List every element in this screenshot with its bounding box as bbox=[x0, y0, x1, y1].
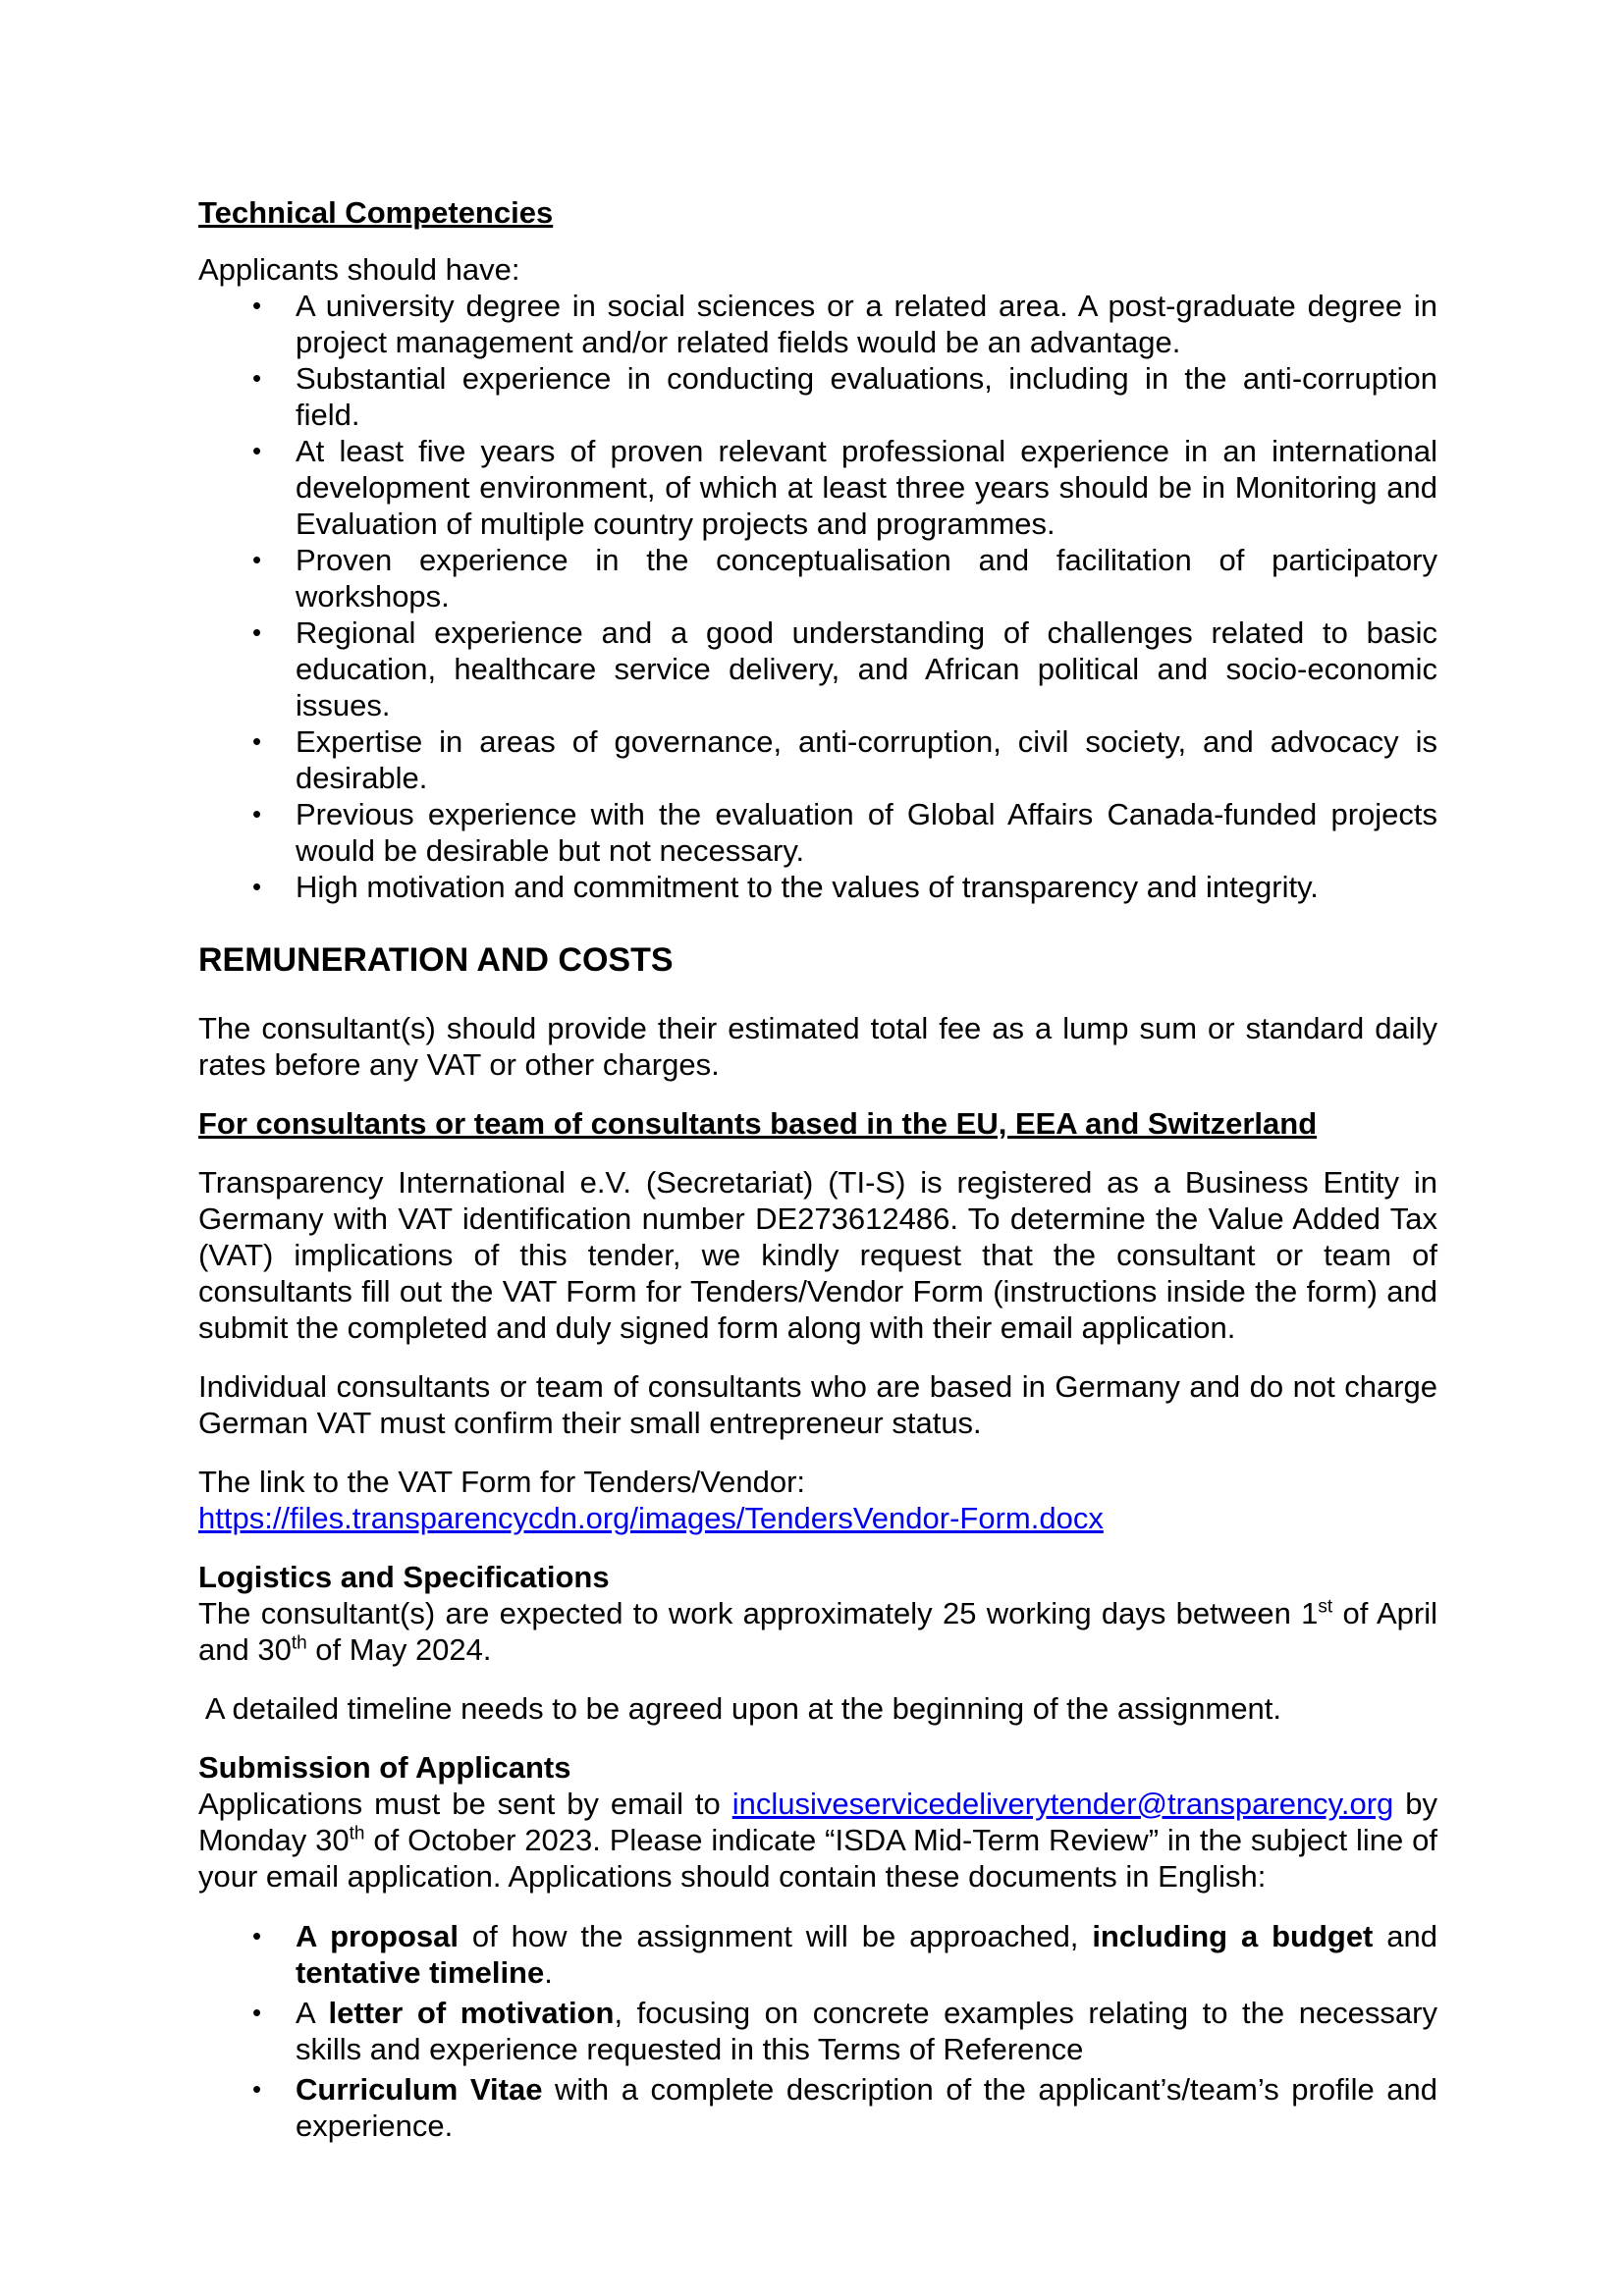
bullet-icon: • bbox=[252, 799, 262, 828]
eu-heading: For consultants or team of consultants based in the EU, EEA and Switzerland bbox=[198, 1106, 1318, 1141]
list-item: • Substantial experience in conducting evaluations, including in the anti-corruption field. bbox=[252, 361, 1437, 432]
page-content bbox=[198, 194, 1437, 2144]
bullet-icon: • bbox=[252, 291, 262, 320]
remuneration-heading: REMUNERATION AND COSTS bbox=[198, 941, 674, 979]
list-item: • Previous experience with the evaluation of Global Affairs Canada-funded projects would be desirable but not necessary. bbox=[252, 797, 1437, 868]
submission-list bbox=[198, 1918, 1437, 2144]
list-item: • A proposal of how the assignment will be approached, including a budget and tentative timeline. bbox=[252, 1919, 1437, 1990]
bullet-icon: • bbox=[252, 436, 262, 465]
bullet-icon: • bbox=[252, 363, 262, 393]
logistics-section bbox=[198, 1559, 1437, 1668]
submission-email-link[interactable]: inclusiveservicedeliverytender@transparency.org bbox=[731, 1787, 1394, 1821]
vat-form-label: The link to the VAT Form for Tenders/Vendor: bbox=[198, 1465, 806, 1499]
list-item: • High motivation and commitment to the values of transparency and integrity. bbox=[252, 870, 1319, 904]
submission-paragraph: Applications must be sent by email to inclusiveservicedeliverytender@transparency.org by Monday 30th of October 2023. Please indicate “ISDA Mid-Term Review” in the subject line of your email application. Applications should contain these documents in English: bbox=[198, 1787, 1437, 1894]
timeline-note: A detailed timeline needs to be agreed upon at the beginning of the assignment. bbox=[198, 1691, 1282, 1726]
list-item: • Curriculum Vitae with a complete description of the applicant’s/team’s profile and experience. bbox=[252, 2072, 1437, 2143]
technical-list bbox=[198, 288, 1437, 905]
bullet-icon: • bbox=[252, 617, 262, 647]
submission-heading: Submission of Applicants bbox=[198, 1750, 571, 1785]
list-item: • A university degree in social sciences or a related area. A post-graduate degree in project management and/or related fields would be an advantage. bbox=[252, 289, 1437, 359]
submission-section bbox=[198, 1749, 1437, 1895]
list-item: • A letter of motivation, focusing on concrete examples relating to the necessary skills and experience requested in this Terms of Reference bbox=[252, 1996, 1437, 2066]
bullet-icon: • bbox=[252, 726, 262, 756]
small-entrepreneur-paragraph: Individual consultants or team of consultants who are based in Germany and do not charge German VAT must confirm their small entrepreneur status. bbox=[198, 1369, 1437, 1440]
vat-paragraph: Transparency International e.V. (Secretariat) (TI-S) is registered as a Business Entity in Germany with VAT identification number DE273612486. To determine the Value Added Tax (VAT) implications of this tender, we kindly request that the consultant or team of consultants fill out the VAT Form for Tenders/Vendor Form (instructions inside the form) and submit the completed and duly signed form along with their email application. bbox=[198, 1165, 1437, 1345]
list-item: • At least five years of proven relevant professional experience in an international development environment, of which at least three years should be in Monitoring and Evaluation of multiple country projects and programmes. bbox=[252, 434, 1437, 541]
bullet-icon: • bbox=[252, 872, 262, 901]
list-item: • Expertise in areas of governance, anti-corruption, civil society, and advocacy is desirable. bbox=[252, 724, 1437, 795]
fee-paragraph: The consultant(s) should provide their estimated total fee as a lump sum or standard daily rates before any VAT or other charges. bbox=[198, 1011, 1437, 1082]
bullet-icon: • bbox=[252, 545, 262, 574]
bullet-icon: • bbox=[252, 1921, 262, 1950]
list-item: • Regional experience and a good understanding of challenges related to basic education, healthcare service delivery, and African political and socio-economic issues. bbox=[252, 615, 1437, 722]
technical-competencies-heading: Technical Competencies bbox=[198, 195, 554, 230]
list-item: • Proven experience in the conceptualisation and facilitation of participatory workshops. bbox=[252, 543, 1437, 614]
bullet-icon: • bbox=[252, 1998, 262, 2027]
logistics-heading: Logistics and Specifications bbox=[198, 1560, 610, 1594]
technical-intro: Applicants should have: bbox=[198, 252, 520, 287]
logistics-paragraph: The consultant(s) are expected to work approximately 25 working days between 1st of April and 30th of May 2024. bbox=[198, 1596, 1437, 1667]
vat-form-link[interactable]: https://files.transparencycdn.org/images/TendersVendor-Form.docx bbox=[198, 1501, 1104, 1535]
bullet-icon: • bbox=[252, 2074, 262, 2104]
